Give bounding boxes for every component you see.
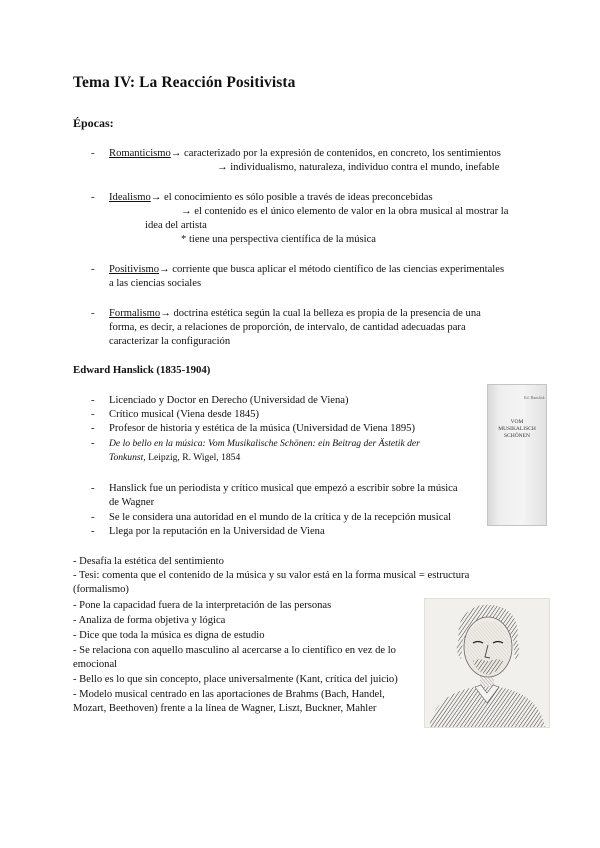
list-dash: - [91, 395, 95, 406]
fact-2: Se le considera una autoridad en el mundo de la crítica y de la recepción musical [109, 512, 452, 523]
epochs-heading: Épocas: [73, 116, 114, 130]
idealismo-line1: → el conocimiento es sólo posible a través de ideas preconcebidas [150, 192, 433, 203]
list-dash: - [91, 438, 95, 449]
romanticismo-line1: → caracterizado por la expresión de contenidos, en concreto, los sentimientos [170, 148, 501, 159]
hanslick-heading: Edward Hanslick (1835-1904) [73, 364, 211, 376]
book-title-line2 [109, 451, 240, 465]
note-line: - Se relaciona con aquello masculino al acercarse a lo científico en vez de lo [73, 645, 396, 656]
book-cover-title-line2: SCHÖNEN [504, 433, 530, 439]
portrait-drawing [425, 599, 549, 727]
note-line: - Bello es lo que sin concepto, place universalmente (Kant, crítica del juicio) [73, 674, 398, 685]
page-title: Tema IV: La Reacción Positivista [73, 74, 296, 91]
romanticismo-term: Romanticismo [109, 148, 171, 159]
book-cover-title [494, 419, 540, 440]
note-line: - Desafía la estética del sentimiento [73, 556, 224, 567]
positivismo-term: Positivismo [109, 264, 160, 275]
book-cover-small-text: Ed. Hanslick [524, 395, 545, 400]
book-cover-image [487, 384, 547, 526]
fact-1-line1: Hanslick fue un periodista y crítico musical que empezó a escribir sobre la música [109, 483, 458, 494]
list-dash: - [91, 483, 95, 494]
book-title-rest: Leipzig, R. Wigel, 1854 [145, 452, 241, 463]
bio-item: Crítico musical (Viena desde 1845) [109, 409, 259, 420]
list-dash: - [91, 512, 95, 523]
idealismo-item [109, 191, 433, 205]
list-dash: - [91, 409, 95, 420]
book-title-italic: Tonkunst, [109, 452, 146, 463]
positivismo-line2: a las ciencias sociales [109, 278, 202, 289]
list-dash: - [91, 264, 95, 275]
note-line: emocional [73, 659, 118, 670]
bio-item: Profesor de historia y estética de la música (Universidad de Viena 1895) [109, 423, 415, 434]
fact-3: Llega por la reputación en la Universidad de Viena [109, 526, 325, 537]
note-line: - Analiza de forma objetiva y lógica [73, 615, 226, 626]
idealismo-line4: * tiene una perspectiva científica de la música [181, 234, 377, 245]
formalismo-line3: caracterizar la configuración [109, 336, 231, 347]
idealismo-term: Idealismo [109, 192, 151, 203]
bio-item: Licenciado y Doctor en Derecho (Universidad de Viena) [109, 395, 349, 406]
list-dash: - [91, 526, 95, 537]
book-cover-title-line1: VOM MUSIKALISCH [498, 419, 536, 432]
hanslick-portrait-image [424, 598, 550, 728]
note-line: - Tesi: comenta que el contenido de la música y su valor está en la forma musical = estructura [73, 570, 470, 581]
list-dash: - [91, 308, 95, 319]
note-line: - Pone la capacidad fuera de la interpretación de las personas [73, 600, 332, 611]
formalismo-line2: forma, es decir, a relaciones de proporción, de intervalo, de cantidad adecuadas para [109, 322, 466, 333]
positivismo-item [109, 263, 504, 277]
note-line: Mozart, Beethoven) frente a la línea de Wagner, Liszt, Buckner, Mahler [73, 703, 377, 714]
romanticismo-item [109, 147, 501, 161]
list-dash: - [91, 423, 95, 434]
idealismo-line3: idea del artista [145, 220, 207, 231]
list-dash: - [91, 148, 95, 159]
note-line: - Dice que toda la música es digna de estudio [73, 630, 265, 641]
idealismo-line2: → el contenido es el único elemento de valor en la obra musical al mostrar la [181, 206, 509, 217]
list-dash: - [91, 192, 95, 203]
romanticismo-line2: → individualismo, naturaleza, individuo contra el mundo, inefable [217, 162, 500, 173]
positivismo-line1: → corriente que busca aplicar el método científico de las ciencias experimentales [159, 264, 505, 275]
note-line: - Modelo musical centrado en las aportaciones de Brahms (Bach, Handel, [73, 689, 385, 700]
note-line: (formalismo) [73, 584, 129, 595]
book-title-line1: De lo bello en la música: Vom Musikalische Schönen: ein Beitrag der Ästetik der [109, 438, 420, 449]
formalismo-line1: → doctrina estética según la cual la belleza es propia de la presencia de una [160, 308, 481, 319]
fact-1-line2: de Wagner [109, 497, 155, 508]
formalismo-item [109, 307, 481, 321]
formalismo-term: Formalismo [109, 308, 161, 319]
